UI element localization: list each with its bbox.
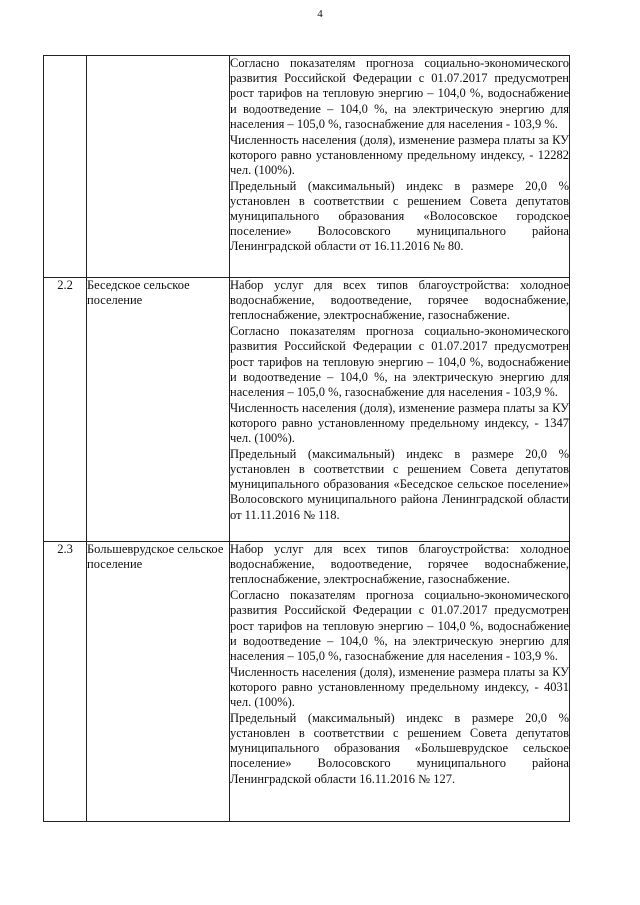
- paragraph: Предельный (максимальный) индекс в размере 20,0 % установлен в соответствии с решением Совета депутатов муниципального образования «Волосовское городское поселение» Волосовского муниципального района Ленинградской области от 16.11.2016 № 80.: [230, 178, 569, 254]
- paragraph: Набор услуг для всех типов благоустройства: холодное водоснабжение, водоотведение, горячее водоснабжение, теплоснабжение, электроснабжение, газоснабжение.: [230, 542, 569, 587]
- paragraph: Численность населения (доля), изменение размера платы за КУ которого равно установленному предельному индексу, - 1347 чел. (100%).: [230, 400, 569, 446]
- paragraph: Согласно показателям прогноза социально-экономического развития Российской Федерации с 01.07.2017 предусмотрен рост тарифов на тепловую энергию – 104,0 %, водоснабжение и водоотведение – 104,0 %, на электрическую энергию для населения – 105,0 %, газоснабжение для населения - 103,9 %.: [230, 588, 569, 663]
- settlement-name: Беседское сельское поселение: [87, 278, 230, 542]
- settlement-name: [87, 56, 230, 278]
- paragraph: Набор услуг для всех типов благоустройства: холодное водоснабжение, водоотведение, горячее водоснабжение, теплоснабжение, электроснабжение, газоснабжение.: [230, 278, 569, 323]
- paragraph: Предельный (максимальный) индекс в размере 20,0 % установлен в соответствии с решением Совета депутатов муниципального образования «Большеврудское сельское поселение» Волосовского муниципального района Ленинградской области 16.11.2016 № 127.: [230, 710, 569, 786]
- table-row: [44, 278, 570, 542]
- row-number: [44, 56, 87, 278]
- settlement-name: Большеврудское сельское поселение: [87, 542, 230, 822]
- paragraph: Численность населения (доля), изменение размера платы за КУ которого равно установленному предельному индексу, - 12282 чел. (100%).: [230, 132, 569, 177]
- page-number: 4: [317, 8, 323, 20]
- paragraph: Согласно показателям прогноза социально-экономического развития Российской Федерации с 01.07.2017 предусмотрен рост тарифов на тепловую энергию – 104,0 %, водоснабжение и водоотведение – 104,0 %, на электрическую энергию для населения – 105,0 %, газоснабжение для населения - 103,9 %.: [230, 56, 569, 131]
- paragraph: Численность населения (доля), изменение размера платы за КУ которого равно установленному предельному индексу, - 4031 чел. (100%).: [230, 664, 569, 710]
- row-number: 2.3: [44, 542, 87, 822]
- paragraph: Предельный (максимальный) индекс в размере 20,0 % установлен в соответствии с решением Совета депутатов муниципального образования «Беседское сельское поселение» Волосовского муниципального района Ленинградской области от 11.11.2016 № 118.: [230, 446, 569, 522]
- table-row: [44, 56, 570, 278]
- row-description: [230, 542, 570, 822]
- row-number: 2.2: [44, 278, 87, 542]
- row-description: [230, 278, 570, 542]
- tariff-table: [43, 55, 570, 822]
- row-description: [230, 56, 570, 278]
- table-row: [44, 542, 570, 822]
- paragraph: Согласно показателям прогноза социально-экономического развития Российской Федерации с 01.07.2017 предусмотрен рост тарифов на тепловую энергию – 104,0 %, водоснабжение и водоотведение – 104,0 %, на электрическую энергию для населения – 105,0 %, газоснабжение для населения - 103,9 %.: [230, 324, 569, 399]
